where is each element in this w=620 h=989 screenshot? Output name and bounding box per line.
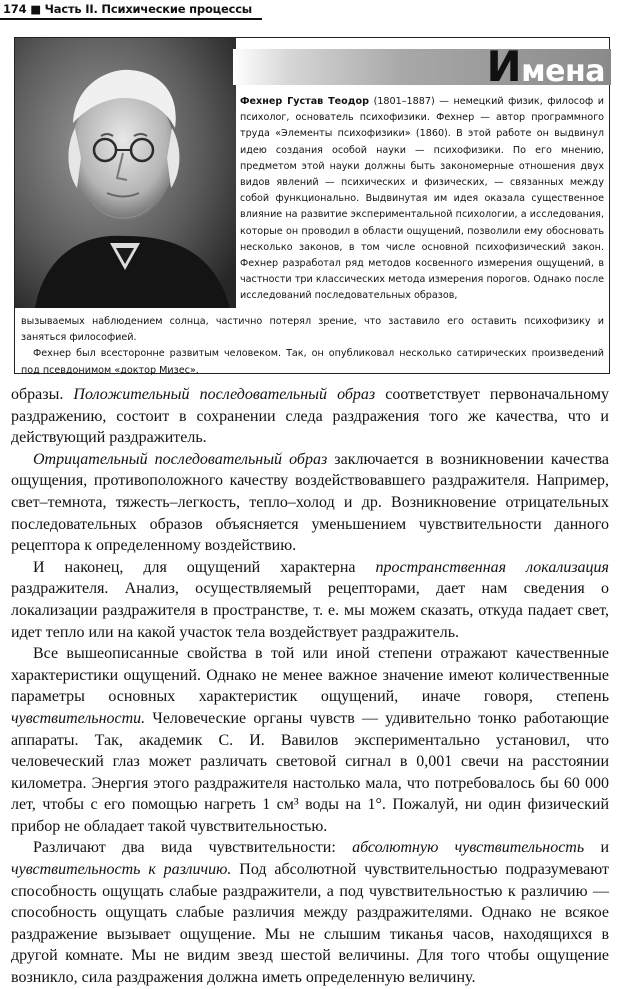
running-head-text: 174 ■ Часть II. Психические процессы bbox=[3, 2, 253, 16]
main-text bbox=[11, 384, 609, 989]
bio-column-text: (1801–1887) — немецкий физик, философ и психолог, основатель психофизики. Фехнер — автор программного труда «Элементы психофизики» (1860). В этой работе он выдвинул идею создания особой науки — психофизики. По его мнению, предметом этой науки должны быть закономерные отношения двух видов явлений — психических и физических, — связанных между собой функционально. Выдвинутая им идея оказала существенное влияние на развитие экспериментальной психологии, а исследования, которые он проводил в области ощущений, позволили ему обосновать несколько законов, в том числе основной психофизический закон. Фехнер разработал ряд методов косвенного измерения ощущений, в частности три классических метода измерения порогов. Однако после исследований последовательных образов, bbox=[240, 96, 604, 302]
p5-text-b: Под абсолютной чувствительностью подразумевают способность ощущать слабые раздражители, а под чувствительностью к различию — способность ощущать слабые различия между раздражителями. Однако не всякое раздражение вызывает ощущение. Мы не слышим тиканья часов, находящихся в другой комнате. Мы не видим звезд шестой величины. Для того чтобы ощущение возникло, сила раздражения должна иметь определенную величину. bbox=[11, 861, 609, 987]
term-absolute-sensitivity: абсолютную чувствительность bbox=[352, 839, 585, 857]
term-negative-afterimage: Отрицательный последовательный образ bbox=[33, 450, 328, 468]
p2-text: заключается в возникновении качества ощущения, противоположного качеству воздействовавшего раздражителя. Например, свет–темнота, тяжесть–легкость, тепло–холод и др. Возникновение отрицательных последовательных образов объясняется уменьшением чувствительности данного рецептора к определенному воздействию. bbox=[11, 450, 609, 555]
banner-title-initial: И bbox=[486, 42, 522, 91]
p3-text-b: раздражителя. Анализ, осуществляемый рецепторами, дает нам сведения о локализации раздражителя в пространстве, т. е. мы можем сказать, откуда падает свет, идет тепло или на какой участок тела воздействует раздражитель. bbox=[11, 580, 609, 641]
term-difference-sensitivity: чувствительность к различию. bbox=[11, 861, 232, 879]
bio-person-name: Фехнер Густав Теодор bbox=[240, 96, 369, 107]
biography-sidebar bbox=[14, 37, 610, 374]
p4-text-b: Человеческие органы чувств — удивительно тонко работающие аппараты. Так, академик С. И. Вавилов экспериментально установил, что человеческий глаз может различать световой сигнал в 0,001 свечи на расстоянии километра. Энергия этого раздражителя настолько мала, что потребовалось бы 60 000 лет, чтобы с его помощью нагреть 1 см³ воды на 1°. Пожалуй, ни один физический прибор не обладает такой чувствительностью. bbox=[11, 709, 609, 835]
bio-continuation: вызываемых наблюдением солнца, частично потерял зрение, что заставило его оставить психофизику и заняться философией. bbox=[21, 316, 604, 344]
paragraph-5 bbox=[11, 837, 609, 988]
p5-text-a: Различают два вида чувствительности: bbox=[33, 839, 353, 857]
bio-paragraph-2: Фехнер был всесторонне развитым человеком. Так, он опубликовал несколько сатирических произведений под псевдонимом «доктор Мизес». bbox=[21, 348, 604, 376]
sidebar-banner bbox=[233, 42, 611, 91]
portrait-photo bbox=[15, 38, 236, 308]
p5-and: и bbox=[584, 839, 610, 857]
banner-title-rest: мена bbox=[521, 54, 605, 89]
p3-text-a: И наконец, для ощущений характерна bbox=[33, 558, 376, 576]
paragraph-2 bbox=[11, 449, 609, 557]
term-spatial-localization: пространственная локализация bbox=[375, 558, 609, 576]
paragraph-4 bbox=[11, 643, 609, 837]
p1-text-a: образы. bbox=[11, 386, 74, 403]
paragraph-3 bbox=[11, 557, 609, 643]
p1-text-b: соответствует первоначальному раздражению, состоит в сохранении следа раздражения того же качества, что и действующий раздражитель. bbox=[11, 386, 610, 447]
header-rule bbox=[0, 18, 262, 20]
term-positive-afterimage: Положительный последовательный образ bbox=[73, 386, 376, 403]
biography-text-full-width bbox=[21, 314, 604, 379]
biography-text-column bbox=[240, 94, 604, 305]
running-header bbox=[0, 0, 620, 22]
sidebar-banner-title bbox=[486, 42, 606, 92]
term-sensitivity: чувствительности. bbox=[11, 709, 146, 727]
paragraph-1 bbox=[11, 384, 609, 449]
p4-text-a: Все вышеописанные свойства в той или иной степени отражают качественные характеристики ощущений. Однако не менее важное значение имеют количественные параметры основных характеристик ощущений, иначе говоря, степень bbox=[11, 645, 609, 706]
